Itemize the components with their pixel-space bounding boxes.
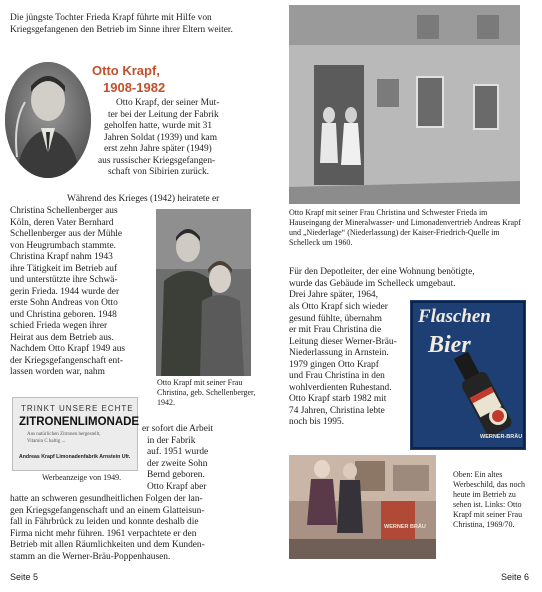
couple-caption: Otto Krapf mit seiner Frau Christina, geb. Schellenberger, 1942. (157, 378, 256, 407)
shop-caption: Oben: Ein altes Werbeschild, das noch heute im Betrieb zu sehen ist. Links: Otto Krapf mit seiner Frau Christina, 1969/70. (453, 470, 525, 529)
para2-line: wohlverdienten Ruhestand. (289, 382, 392, 393)
war-line: erste Sohn Andreas von Otto (10, 298, 118, 308)
beer-poster-image (410, 300, 526, 450)
bio-line: schaft von Sibirien zurück. (108, 167, 210, 177)
page-number-right: Seite 6 (501, 572, 530, 582)
war-line: der Kriegsgefangenschaft ent- (10, 355, 123, 366)
war-line: schied Frieda wegen ihrer (10, 321, 108, 331)
tail-line: gen Kriegsgefangenschaft und an einem Glatteisun- (10, 505, 205, 516)
tail-line: Betrieb mit allen Räumlichkeiten und dem Kunden- (10, 540, 205, 550)
tail-line: fall in Fährbrück zu leiden und konnte deshalb die (10, 517, 199, 527)
cont-line: Otto Krapf aber (147, 481, 207, 492)
war-line: Köln, deren Vater Bernhard (10, 217, 114, 228)
continuation-paragraph (142, 424, 213, 493)
bio-line: aus russischer Kriegsgefangen- (98, 155, 216, 166)
war-line: von Heugrumbach stammte. (10, 240, 116, 251)
war-line: und Christina geboren. 1948 (10, 309, 117, 320)
poster-title-top: Flaschen (418, 306, 491, 327)
bio-line: erst zehn Jahre später (1949) (104, 144, 212, 154)
war-paragraph (10, 206, 155, 379)
cont-line: Bernd geboren. (147, 470, 205, 480)
war-line: Schellenberger aus der Mühle (10, 229, 123, 239)
cont-line: in der Fabrik (147, 435, 196, 446)
para2-line: 1979 gingen Otto Krapf (289, 359, 379, 370)
depot-paragraph (289, 267, 475, 302)
ad-line-3: Aus natürlichen Zitronen hergestellt, (27, 432, 101, 437)
cont-line: der zweite Sohn (147, 458, 208, 469)
para2-line: als Otto Krapf sich wieder (289, 302, 388, 312)
tail-line: hatte an schweren gesundheitlichen Folgen der lan- (10, 494, 203, 504)
para2-line: und Frau Christina in den (289, 371, 385, 381)
ad-line-4: Vitamin C haltig ... (27, 439, 66, 444)
bio-title: Otto Krapf, (92, 63, 160, 78)
war-line: lassen worden war, nahm (10, 367, 105, 377)
bio-years: 1908-1982 (103, 80, 166, 95)
bio-line: ter bei der Leitung der Fabrik (108, 109, 219, 120)
para2-line: gesund fühlte, übernahm (289, 313, 382, 324)
para2-line: Niederlassung in Arnstein. (289, 348, 389, 358)
para1-line: Drei Jahre später, 1964, (289, 290, 378, 300)
building-caption: Otto Krapf mit seiner Frau Christina und Schwester Frieda im Hauseingang der Mineralwasser- und Limonadenvertrieb Andreas Krapf und „Niederlage“ (Niederlassung) der Kaiser-Friedrich-Quelle im Schelleck um 1960. (289, 208, 521, 247)
para2-line: 74 Jahren, Christina lebte (289, 405, 385, 416)
ad-line-5: Andreas Krapf Limonadenfabrik Arnstein Ufr. (19, 454, 131, 460)
war-line: gerin Frieda. 1944 wurde der (10, 286, 120, 297)
closing-paragraph (10, 494, 260, 563)
war-line: ihre Tätigkeit im Betrieb auf (10, 263, 118, 274)
shop-sign: WERNER BRÄU (384, 524, 426, 530)
cont-line: auf. 1951 wurde (147, 447, 209, 457)
building-photo (289, 5, 520, 204)
war-line: Heirat aus dem Betrieb aus. (10, 332, 114, 343)
bio-line: geholfen hatte, wurde mit 31 (104, 121, 213, 131)
tail-line: stamm an die Werner-Bräu-Poppenhausen. (10, 551, 171, 562)
cont-line: er sofort die Arbeit (142, 424, 214, 434)
war-line: Christina Krapf nahm 1943 (10, 252, 113, 262)
ad-caption: Werbeanzeige von 1949. (42, 473, 122, 482)
para2-line: Otto Krapf starb 1982 mit (289, 394, 387, 404)
tail-line: Firma nicht mehr führen. 1961 verpachtete er den (10, 528, 197, 539)
shop-photo (289, 455, 436, 559)
portrait-otto-krapf (5, 62, 91, 178)
bio-line: Jahren Soldat (1939) und kam (104, 132, 217, 143)
poster-title-bottom: Bier (428, 332, 471, 358)
couple-photo (156, 209, 251, 376)
war-lead-line: Während des Krieges (1942) heiratete er (67, 194, 220, 204)
para1-line: Für den Depotleiter, der eine Wohnung benötigte, (289, 267, 475, 277)
intro-paragraph: Die jüngste Tochter Frieda Krapf führte mit Hilfe von Kriegsgefangenen den Betrieb im Sinne ihrer Eltern weiter. (10, 13, 233, 35)
lemonade-ad-image (12, 397, 138, 471)
war-line: Nachdem Otto Krapf 1949 aus (10, 344, 126, 354)
ad-line-2: ZITRONENLIMONADE (19, 416, 140, 428)
para2-line: noch bis 1995. (289, 417, 344, 427)
bio-line: Otto Krapf, der seiner Mut- (116, 98, 220, 108)
page-number-left: Seite 5 (10, 572, 39, 582)
management-paragraph (289, 302, 397, 429)
bio-paragraph (98, 98, 220, 179)
poster-brand: WERNER-BRÄU (480, 434, 523, 440)
war-line: Christina Schellenberger aus (10, 206, 118, 216)
war-line: und unterstützte ihre Schwä- (10, 275, 118, 285)
para2-line: er mit Frau Christina die (289, 325, 382, 335)
ad-line-1: TRINKT UNSERE ECHTE (21, 404, 134, 413)
para1-line: wurde das Gebäude im Schelleck umgebaut. (289, 278, 456, 289)
para2-line: Leitung dieser Werner-Bräu- (289, 336, 397, 347)
